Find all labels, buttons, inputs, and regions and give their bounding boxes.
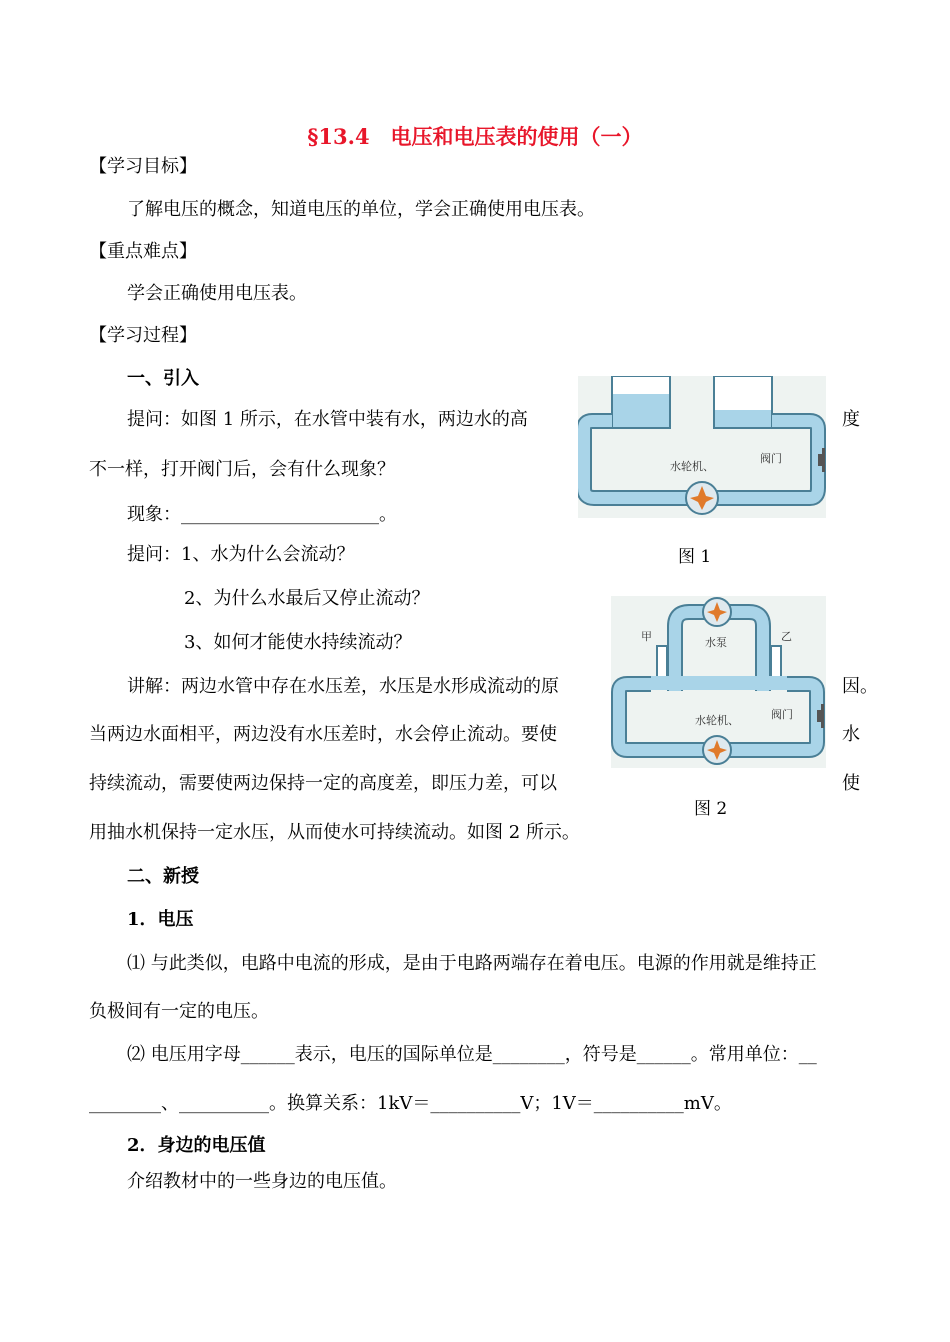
figure-2-diagram (611, 596, 826, 768)
figure-2-turbine-label: 水轮机、 (695, 714, 739, 727)
explain-line-3: 持续流动，需要使两边保持一定的高度差，即压力差，可以 (89, 773, 557, 794)
ask-2: 2、为什么水最后又停止流动？ (184, 588, 430, 609)
figure-2-caption: 图 2 (694, 799, 728, 819)
figure-1-turbine-label: 水轮机、 (670, 460, 714, 473)
section-process: 【学习过程】 (89, 325, 197, 346)
ask-3: 3、如何才能使水持续流动？ (184, 632, 412, 653)
explain-line-1-tail: 因。 (842, 676, 878, 697)
question-line-1-tail: 度 (842, 409, 860, 430)
figure-1-valve-label: 阀门 (760, 452, 782, 465)
units-line-2: ________、__________。换算关系：1kV＝__________V；1V＝__________mV。 (89, 1093, 732, 1114)
explain-line-2-tail: 水 (842, 724, 860, 745)
everyday-voltage-heading: 2．身边的电压值 (127, 1135, 266, 1156)
part-intro-heading: 一、引入 (127, 368, 199, 389)
question-line-2: 不一样，打开阀门后，会有什么现象？ (89, 459, 395, 480)
figure-2 (611, 596, 826, 768)
part-new-heading: 二、新授 (127, 866, 199, 887)
page-title: §13.4 电压和电压表的使用（一） (307, 124, 643, 149)
explain-line-1: 讲解：两边水管中存在水压差，水压是水形成流动的原 (127, 676, 559, 697)
figure-2-valve-label: 阀门 (771, 708, 793, 721)
figure-2-left-label: 甲 (641, 630, 652, 643)
explain-line-3-tail: 使 (842, 773, 860, 794)
analogy-line-2: 负极间有一定的电压。 (89, 1001, 269, 1022)
everyday-voltage-text: 介绍教材中的一些身边的电压值。 (127, 1171, 397, 1192)
explain-line-4: 用抽水机保持一定水压，从而使水可持续流动。如图 2 所示。 (89, 822, 580, 843)
figure-1 (578, 376, 826, 518)
question-line-1: 提问：如图 1 所示，在水管中装有水，两边水的高 (127, 409, 528, 430)
ask-1: 提问：1、水为什么会流动？ (127, 544, 355, 565)
explain-line-2: 当两边水面相平，两边没有水压差时，水会停止流动。要使 (89, 724, 557, 745)
units-line-1: ⑵ 电压用字母______表示，电压的国际单位是________，符号是______。常用单位：__ (127, 1044, 817, 1065)
analogy-line-1: ⑴ 与此类似，电路中电流的形成，是由于电路两端存在着电压。电源的作用就是维持正 (127, 953, 817, 974)
goal-text: 了解电压的概念，知道电压的单位，学会正确使用电压表。 (127, 199, 595, 220)
section-key-points: 【重点难点】 (89, 241, 197, 262)
phenomenon-blank: 现象：______________________。 (127, 504, 397, 525)
figure-2-right-label: 乙 (781, 630, 792, 643)
figure-1-caption: 图 1 (678, 547, 712, 567)
section-learning-goals: 【学习目标】 (89, 156, 197, 177)
figure-1-diagram (578, 376, 826, 518)
figure-2-pump-label: 水泵 (705, 636, 727, 649)
voltage-heading: 1．电压 (127, 909, 194, 930)
key-text: 学会正确使用电压表。 (127, 283, 307, 304)
